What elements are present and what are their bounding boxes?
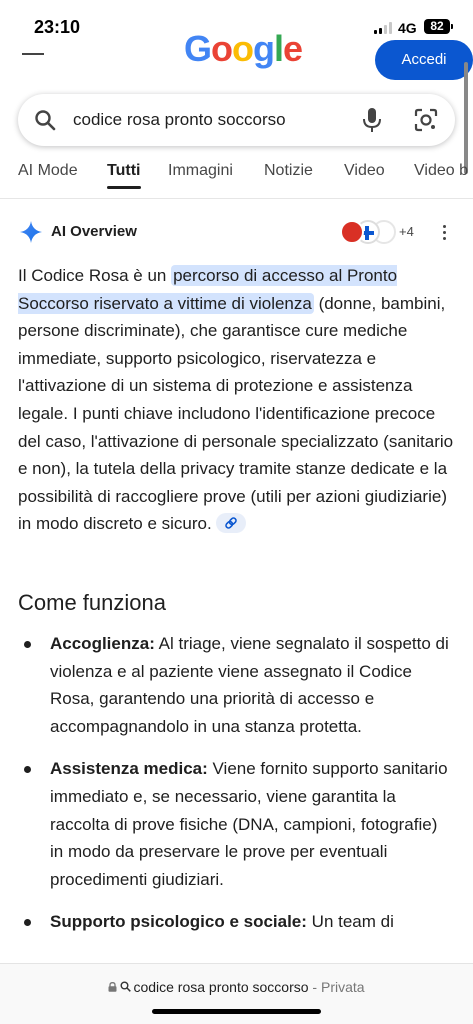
- ai-overview-title: AI Overview: [51, 223, 137, 240]
- tab-ai-mode[interactable]: AI Mode: [18, 162, 78, 179]
- search-bar[interactable]: [18, 94, 455, 146]
- highlighted-phrase[interactable]: percorso di accesso al Pronto Soccorso riservato a vittime di violenza: [18, 266, 398, 313]
- link-button[interactable]: [216, 513, 246, 533]
- battery-tip: [451, 24, 453, 29]
- overview-body: (donne, bambini, persone discriminate), che garantisce cure mediche immediate, supporto psicologico, riservatezza e l'attivazione di un sistema di protezione e assistenza legale. I punti chiave includono l'identificazione precoce del caso, l'attivazione di personale specializzato (sanitario e non), la tutela della privacy tramite stanze dedicate e la possibilità di raccogliere prove (utili per azioni giudiziarie) in modo discreto e sicuro.: [18, 293, 454, 534]
- source-avatar[interactable]: [340, 220, 364, 244]
- how-it-works-list: [22, 630, 452, 951]
- menu-icon[interactable]: [22, 53, 46, 65]
- signal-icon: [374, 22, 394, 34]
- link-icon: [224, 516, 238, 530]
- search-icon: [33, 108, 57, 132]
- home-indicator[interactable]: [152, 1009, 321, 1014]
- list-item: [22, 630, 452, 740]
- more-vert-icon[interactable]: [438, 222, 450, 242]
- section-title: Come funziona: [18, 590, 166, 615]
- sign-in-button[interactable]: Accedi: [375, 40, 473, 80]
- bullet-dot: [24, 919, 31, 926]
- list-item-title: Supporto psicologico e sociale:: [50, 912, 307, 932]
- list-item-title: Accoglienza:: [50, 634, 155, 653]
- overview-intro: Il Codice Rosa è un: [18, 266, 172, 285]
- search-tabs: [0, 156, 473, 192]
- tab-tutti[interactable]: Tutti: [107, 162, 141, 179]
- search-input[interactable]: codice rosa pronto soccorso: [73, 110, 286, 129]
- network-label: 4G: [398, 20, 417, 36]
- google-logo[interactable]: Google: [184, 28, 303, 69]
- list-item-title: Assistenza medica:: [50, 759, 208, 779]
- private-mode-label: Privata: [320, 979, 365, 995]
- lock-icon: [108, 982, 117, 992]
- list-item: [22, 755, 452, 893]
- address-line[interactable]: [0, 979, 473, 995]
- active-tab-indicator: [107, 186, 141, 189]
- tab-immagini[interactable]: Immagini: [168, 162, 233, 179]
- mic-icon[interactable]: [361, 107, 383, 133]
- ai-overview-text: [18, 262, 458, 538]
- bullet-dot: [24, 766, 31, 773]
- tab-video-brevi[interactable]: Video b: [414, 162, 468, 179]
- list-item-text: Un team di: [306, 912, 394, 932]
- status-time: 23:10: [34, 17, 81, 37]
- ai-sparkle-icon: [20, 221, 42, 243]
- lens-icon[interactable]: [414, 108, 438, 132]
- list-item-text: Al triage, viene segnalato il sospetto di violenza e al paziente viene assegnato il Codice Rosa, garantendo una priorità di accesso e accompagnandolo in una stanza protetta.: [50, 634, 449, 736]
- browser-address-bar[interactable]: [0, 963, 473, 1024]
- battery-icon: 82: [424, 19, 450, 34]
- list-item: [22, 908, 452, 936]
- tab-notizie[interactable]: Notizie: [264, 162, 313, 179]
- list-item-text: Viene fornito supporto sanitario immediato e, se necessario, viene garantita la raccolta di prove fisiche (DNA, campioni, fotografie) in modo da preservare le prove per eventuali procedimenti giudiziari.: [50, 759, 448, 889]
- bullet-dot: [24, 641, 31, 648]
- divider: [0, 198, 473, 199]
- more-sources-count[interactable]: +4: [399, 224, 414, 239]
- url-text: codice rosa pronto soccorso: [133, 979, 309, 995]
- tab-video[interactable]: Video: [344, 162, 385, 179]
- url-separator: -: [308, 979, 321, 995]
- search-small-icon: [120, 981, 131, 992]
- source-avatars[interactable]: [340, 219, 400, 245]
